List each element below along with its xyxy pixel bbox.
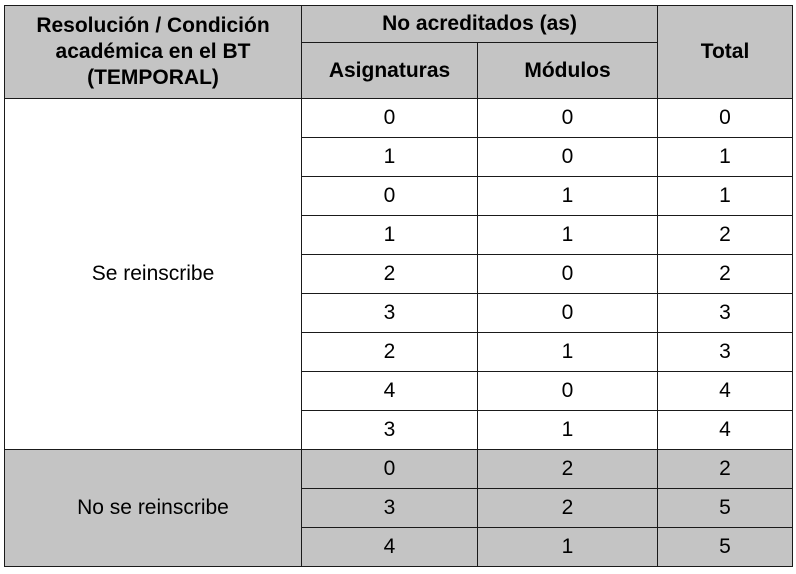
cell-total: 0: [658, 99, 793, 138]
header-modulos: Módulos: [478, 43, 658, 99]
cell-total: 1: [658, 138, 793, 177]
header-total: Total: [658, 6, 793, 99]
cell-asignaturas: 0: [302, 177, 478, 216]
header-row-top: [5, 6, 793, 43]
cell-total: 4: [658, 372, 793, 411]
cell-asignaturas: 4: [302, 372, 478, 411]
table-body: [5, 99, 793, 567]
table-container: [4, 5, 793, 567]
table-row: [5, 450, 793, 489]
section-label: Se reinscribe: [5, 99, 302, 450]
cell-asignaturas: 0: [302, 99, 478, 138]
cell-asignaturas: 3: [302, 489, 478, 528]
cell-modulos: 2: [478, 450, 658, 489]
cell-asignaturas: 0: [302, 450, 478, 489]
cell-modulos: 1: [478, 528, 658, 567]
table-header: [5, 6, 793, 99]
cell-modulos: 0: [478, 138, 658, 177]
cell-modulos: 0: [478, 294, 658, 333]
section-label: No se reinscribe: [5, 450, 302, 567]
cell-asignaturas: 4: [302, 528, 478, 567]
cell-total: 2: [658, 255, 793, 294]
cell-asignaturas: 3: [302, 294, 478, 333]
cell-asignaturas: 2: [302, 255, 478, 294]
cell-total: 3: [658, 294, 793, 333]
cell-modulos: 0: [478, 255, 658, 294]
cell-total: 2: [658, 450, 793, 489]
header-no-acreditados: No acreditados (as): [302, 6, 658, 43]
cell-asignaturas: 1: [302, 138, 478, 177]
cell-total: 5: [658, 489, 793, 528]
cell-modulos: 1: [478, 216, 658, 255]
cell-modulos: 0: [478, 99, 658, 138]
header-asignaturas: Asignaturas: [302, 43, 478, 99]
cell-total: 5: [658, 528, 793, 567]
cell-asignaturas: 3: [302, 411, 478, 450]
cell-modulos: 1: [478, 177, 658, 216]
cell-modulos: 1: [478, 411, 658, 450]
cell-asignaturas: 2: [302, 333, 478, 372]
cell-modulos: 0: [478, 372, 658, 411]
cell-total: 2: [658, 216, 793, 255]
cell-asignaturas: 1: [302, 216, 478, 255]
cell-modulos: 2: [478, 489, 658, 528]
cell-total: 1: [658, 177, 793, 216]
cell-total: 3: [658, 333, 793, 372]
cell-total: 4: [658, 411, 793, 450]
table-row: [5, 99, 793, 138]
cell-modulos: 1: [478, 333, 658, 372]
reinscription-table: [4, 5, 793, 567]
header-resolucion: Resolución / Condición académica en el BT (TEMPORAL): [5, 6, 302, 99]
